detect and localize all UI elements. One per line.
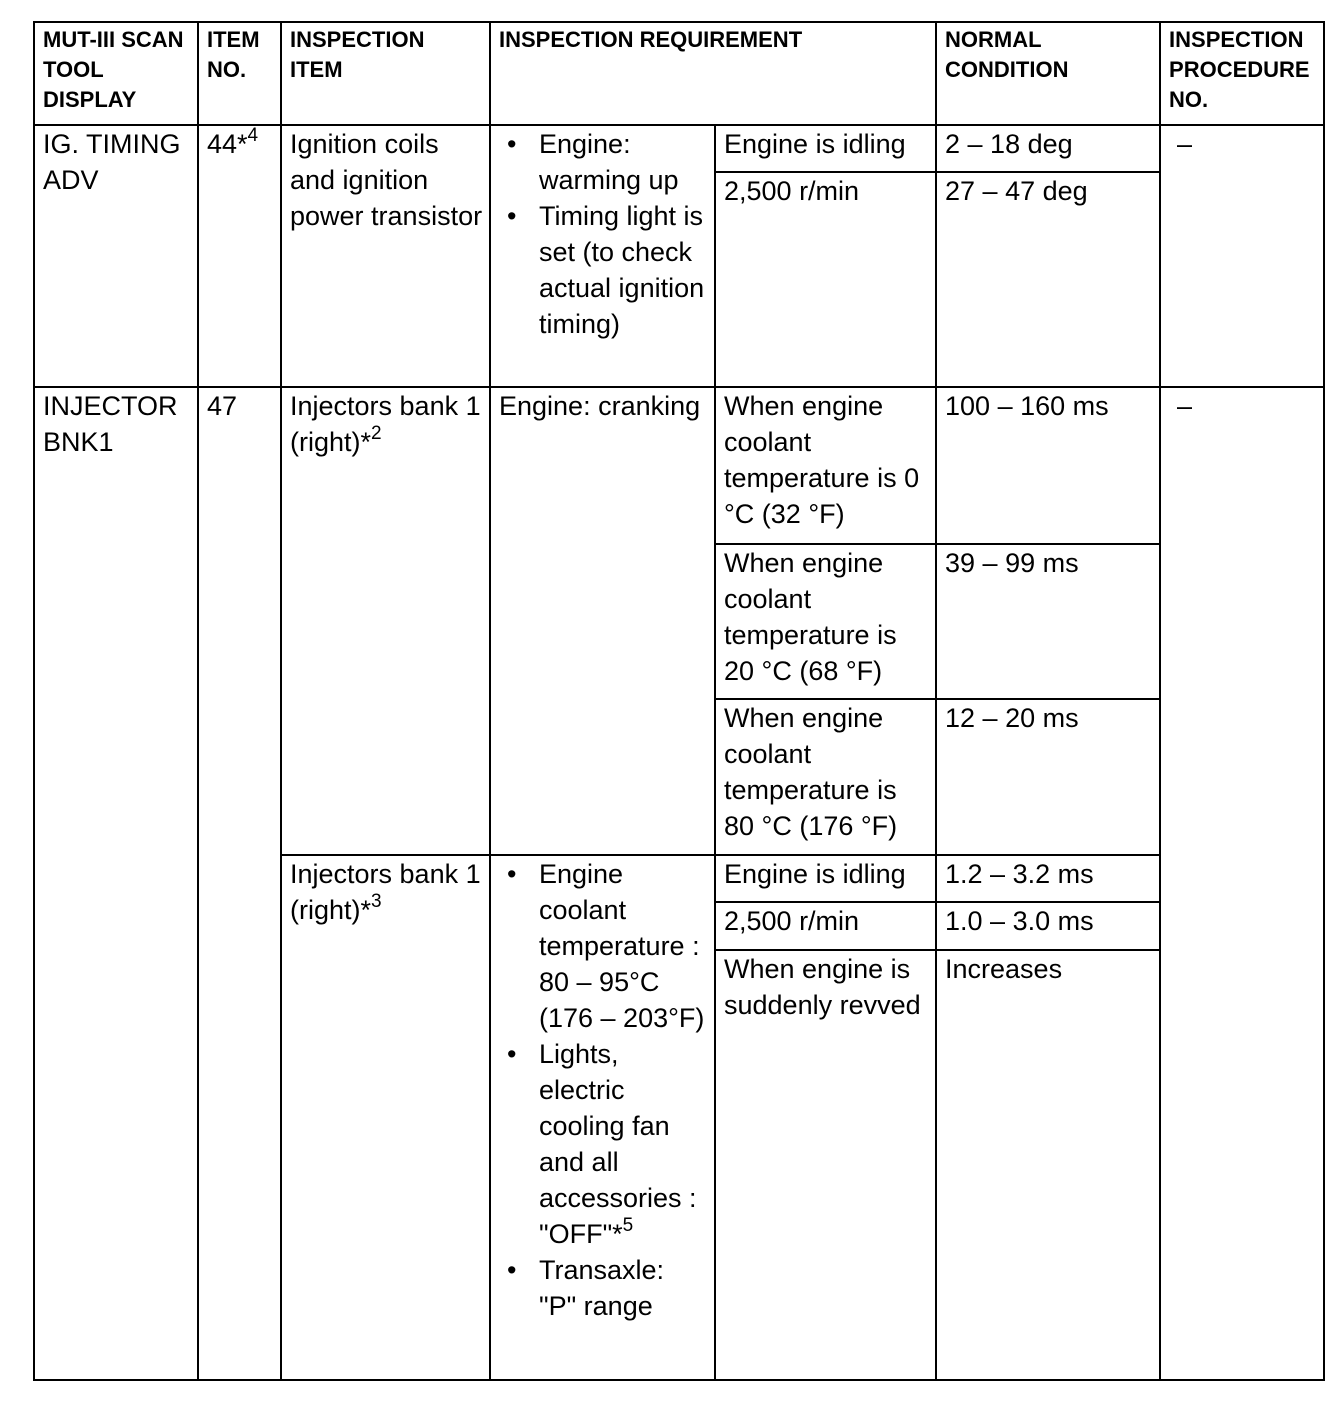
inspection-item-text: Injectors bank 1 (right)* [290, 391, 481, 457]
footnote-ref: 3 [371, 891, 382, 912]
normal-value-cell: 12 – 20 ms [936, 699, 1160, 855]
condition-cell: 2,500 r/min [715, 172, 936, 387]
requirement-text: Timing light is set (to check actual ignition timing) [539, 201, 705, 339]
inspection-item-cell: Ignition coils and ignition power transistor [281, 125, 490, 387]
condition-cell: 2,500 r/min [715, 902, 936, 950]
condition-cell: Engine is idling [715, 855, 936, 902]
normal-value-cell: 39 – 99 ms [936, 544, 1160, 699]
footnote-ref: 5 [622, 1215, 634, 1236]
procedure-text: – [1177, 391, 1193, 421]
header-inspection-requirement: INSPECTION REQUIREMENT [490, 22, 936, 125]
requirement-cell [490, 855, 715, 1380]
header-row [34, 22, 1324, 125]
inspection-item-cell [281, 387, 490, 855]
header-normal-condition: NORMAL CONDITION [936, 22, 1160, 125]
procedure-text: – [1177, 129, 1193, 159]
normal-value-cell: 100 – 160 ms [936, 387, 1160, 544]
requirement-cell [490, 125, 715, 387]
header-item-no: ITEM NO. [198, 22, 281, 125]
list-item [499, 1252, 708, 1324]
table-row [34, 125, 1324, 172]
procedure-cell [1160, 387, 1324, 1380]
inspection-item-cell [281, 855, 490, 1380]
normal-value-cell: 27 – 47 deg [936, 172, 1160, 387]
condition-cell: When engine coolant temperature is 20 °C (68 °F) [715, 544, 936, 699]
bullet-icon: • [507, 1255, 517, 1285]
bullet-icon: • [507, 129, 517, 159]
requirement-text: Lights, electric cooling fan and all accessories : "OFF"* [539, 1039, 697, 1249]
requirement-text: Transaxle: "P" range [539, 1255, 665, 1321]
item-no-cell: 47 [198, 387, 281, 1380]
normal-value-cell: Increases [936, 950, 1160, 1380]
inspection-item-text: Injectors bank 1 (right)* [290, 859, 481, 925]
inspection-table [33, 21, 1325, 1381]
item-no-cell [198, 125, 281, 387]
footnote-ref: 4 [247, 125, 259, 146]
requirement-text: Engine coolant temperature : 80 – 95°C (176 – 203°F) [539, 859, 705, 1033]
list-item [499, 856, 708, 1036]
bullet-icon: • [507, 859, 517, 889]
condition-cell: When engine coolant temperature is 80 °C (176 °F) [715, 699, 936, 855]
display-cell: IG. TIMING ADV [34, 125, 198, 387]
normal-value-cell: 2 – 18 deg [936, 125, 1160, 172]
list-item [499, 1036, 708, 1252]
footnote-ref: 2 [371, 423, 382, 444]
procedure-cell [1160, 125, 1324, 387]
requirement-list [499, 126, 708, 342]
display-cell: INJECTOR BNK1 [34, 387, 198, 1380]
list-item [499, 126, 708, 198]
bullet-icon: • [507, 201, 517, 231]
bullet-icon: • [507, 1039, 517, 1069]
table-row [34, 387, 1324, 544]
condition-cell: When engine coolant temperature is 0 °C (32 °F) [715, 387, 936, 544]
requirement-text: Engine: warming up [539, 129, 679, 195]
header-procedure-no: INSPECTION PROCEDURE NO. [1160, 22, 1324, 125]
condition-cell: Engine is idling [715, 125, 936, 172]
header-display: MUT-III SCAN TOOL DISPLAY [34, 22, 198, 125]
header-inspection-item: INSPECTION ITEM [281, 22, 490, 125]
item-no-text: 44* [207, 129, 248, 159]
normal-value-cell: 1.0 – 3.0 ms [936, 902, 1160, 950]
condition-cell: When engine is suddenly revved [715, 950, 936, 1380]
normal-value-cell: 1.2 – 3.2 ms [936, 855, 1160, 902]
requirement-list [499, 856, 708, 1324]
requirement-cell: Engine: cranking [490, 387, 715, 855]
list-item [499, 198, 708, 342]
